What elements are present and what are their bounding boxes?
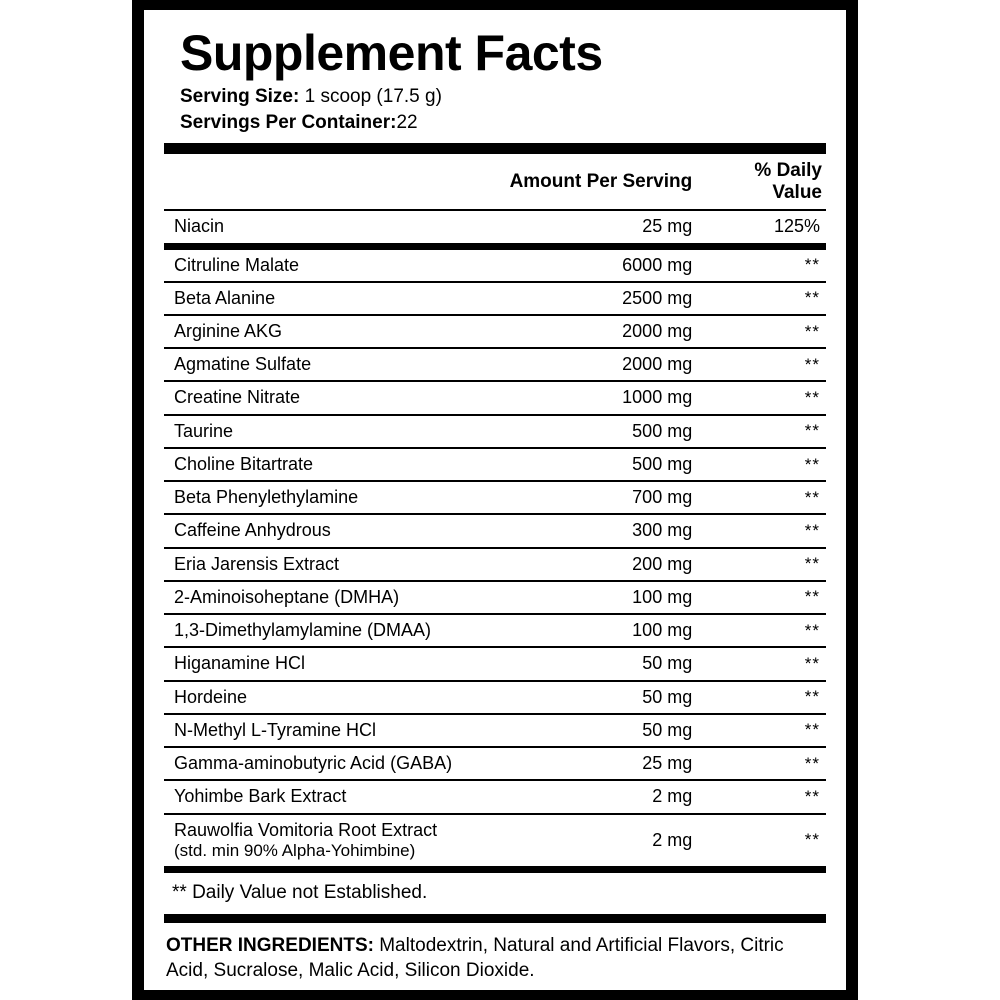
nutrient-daily-value: ** bbox=[700, 647, 826, 680]
table-row bbox=[164, 780, 826, 813]
table-row bbox=[164, 514, 826, 547]
nutrient-amount: 6000 mg bbox=[622, 254, 693, 275]
nutrient-amount: 25 mg bbox=[642, 216, 693, 237]
nutrient-amount: 200 mg bbox=[495, 548, 700, 581]
nutrient-name: Creatine Nitrate bbox=[164, 381, 495, 414]
daily-value-footnote: ** Daily Value not Established. bbox=[172, 881, 428, 903]
divider-med bbox=[164, 243, 826, 250]
nutrient-name: Eria Jarensis Extract bbox=[164, 548, 495, 581]
nutrient-name: Choline Bitartrate bbox=[164, 448, 495, 481]
nutrient-amount: 50 mg bbox=[495, 681, 700, 714]
nutrient-amount: 50 mg bbox=[495, 647, 700, 680]
nutrient-name: Beta Alanine bbox=[164, 282, 495, 315]
serving-size-line bbox=[180, 84, 832, 110]
nutrient-name: Yohimbe Bark Extract bbox=[164, 780, 495, 813]
nutrient-daily-value: ** bbox=[700, 514, 826, 547]
nutrient-daily-value: ** bbox=[700, 282, 826, 315]
ingredients-table bbox=[164, 250, 826, 866]
nutrient-amount: 300 mg bbox=[495, 514, 700, 547]
servings-per-container-label: Servings Per Container: bbox=[180, 111, 397, 133]
nutrient-name: Agmatine Sulfate bbox=[164, 348, 495, 381]
nutrient-daily-value: ** bbox=[700, 780, 826, 813]
nutrient-name-subtext: (std. min 90% Alpha-Yohimbine) bbox=[174, 840, 416, 860]
nutrient-daily-value: ** bbox=[700, 415, 826, 448]
nutrient-name: 2-Aminoisoheptane (DMHA) bbox=[164, 581, 495, 614]
nutrient-amount: 50 mg bbox=[495, 714, 700, 747]
nutrient-name: Beta Phenylethylamine bbox=[164, 481, 495, 514]
table-row bbox=[164, 647, 826, 680]
nutrient-name-main: Rauwolfia Vomitoria Root Extract bbox=[174, 819, 438, 840]
table-row bbox=[164, 348, 826, 381]
nutrient-name: Caffeine Anhydrous bbox=[164, 514, 495, 547]
nutrient-amount: 500 mg bbox=[495, 448, 700, 481]
table-row bbox=[164, 548, 826, 581]
supplement-facts-label bbox=[144, 10, 846, 990]
divider-thick-top bbox=[164, 143, 826, 154]
nutrient-name: N-Methyl L-Tyramine HCl bbox=[164, 714, 495, 747]
facts-table-header bbox=[164, 154, 826, 209]
nutrient-amount: 2 mg bbox=[495, 780, 700, 813]
divider-other-ingredients bbox=[164, 914, 826, 923]
nutrient-name: 1,3-Dimethylamylamine (DMAA) bbox=[164, 614, 495, 647]
table-row bbox=[164, 381, 826, 414]
table-row bbox=[164, 614, 826, 647]
table-row bbox=[164, 747, 826, 780]
servings-per-container-value: 22 bbox=[396, 111, 418, 133]
other-ingredients bbox=[166, 933, 824, 983]
nutrient-name bbox=[164, 814, 495, 866]
nutrient-name: Taurine bbox=[164, 415, 495, 448]
nutrient-amount: 700 mg bbox=[495, 481, 700, 514]
nutrient-name: Citruline Malate bbox=[174, 254, 300, 275]
other-ingredients-label: OTHER INGREDIENTS: bbox=[166, 934, 374, 956]
nutrient-name: Hordeine bbox=[164, 681, 495, 714]
nutrient-daily-value: ** bbox=[700, 548, 826, 581]
table-row bbox=[164, 714, 826, 747]
nutrient-amount: 2000 mg bbox=[495, 348, 700, 381]
nutrient-name: Gamma-aminobutyric Acid (GABA) bbox=[164, 747, 495, 780]
nutrient-daily-value: ** bbox=[700, 614, 826, 647]
nutrient-daily-value: ** bbox=[700, 348, 826, 381]
table-row bbox=[164, 211, 826, 242]
nutrient-name: Arginine AKG bbox=[164, 315, 495, 348]
column-header-amount: Amount Per Serving bbox=[509, 171, 693, 193]
nutrient-amount: 100 mg bbox=[495, 581, 700, 614]
nutrient-daily-value: ** bbox=[700, 381, 826, 414]
vitamins-table bbox=[164, 211, 826, 242]
divider-med-bottom bbox=[164, 866, 826, 873]
table-row bbox=[164, 415, 826, 448]
column-header-daily-value: % Daily Value bbox=[754, 160, 822, 204]
nutrient-daily-value: 125% bbox=[773, 216, 820, 237]
nutrient-amount: 2 mg bbox=[495, 814, 700, 866]
other-ingredients-value: Maltodextrin, Natural and Artificial Flavors, Citric Acid, Sucralose, Malic Acid, Silicon Dioxide. bbox=[166, 934, 784, 981]
nutrient-daily-value: ** bbox=[700, 747, 826, 780]
nutrient-daily-value: ** bbox=[804, 255, 820, 275]
nutrient-name: Niacin bbox=[174, 216, 225, 237]
nutrient-amount: 500 mg bbox=[495, 415, 700, 448]
label-title: Supplement Facts bbox=[180, 25, 603, 81]
table-row bbox=[164, 581, 826, 614]
table-row bbox=[164, 315, 826, 348]
table-row bbox=[164, 282, 826, 315]
nutrient-daily-value: ** bbox=[700, 814, 826, 866]
column-header-name bbox=[164, 154, 495, 209]
nutrient-daily-value: ** bbox=[700, 681, 826, 714]
nutrient-amount: 2000 mg bbox=[495, 315, 700, 348]
table-row bbox=[164, 681, 826, 714]
nutrient-daily-value: ** bbox=[700, 581, 826, 614]
nutrient-daily-value: ** bbox=[700, 448, 826, 481]
nutrient-name: Higanamine HCl bbox=[164, 647, 495, 680]
servings-per-container-line bbox=[180, 110, 832, 136]
table-row bbox=[164, 250, 826, 282]
facts-table bbox=[164, 154, 826, 209]
nutrient-amount: 25 mg bbox=[495, 747, 700, 780]
nutrient-amount: 100 mg bbox=[495, 614, 700, 647]
nutrient-daily-value: ** bbox=[700, 315, 826, 348]
table-row bbox=[164, 448, 826, 481]
nutrient-daily-value: ** bbox=[700, 481, 826, 514]
supplement-facts-label-frame bbox=[132, 0, 858, 1000]
table-row bbox=[164, 481, 826, 514]
table-row bbox=[164, 814, 826, 866]
nutrient-amount: 2500 mg bbox=[495, 282, 700, 315]
serving-size-label: Serving Size: bbox=[180, 86, 300, 107]
nutrient-daily-value: ** bbox=[700, 714, 826, 747]
serving-size-value: 1 scoop (17.5 g) bbox=[304, 86, 442, 107]
nutrient-amount: 1000 mg bbox=[495, 381, 700, 414]
